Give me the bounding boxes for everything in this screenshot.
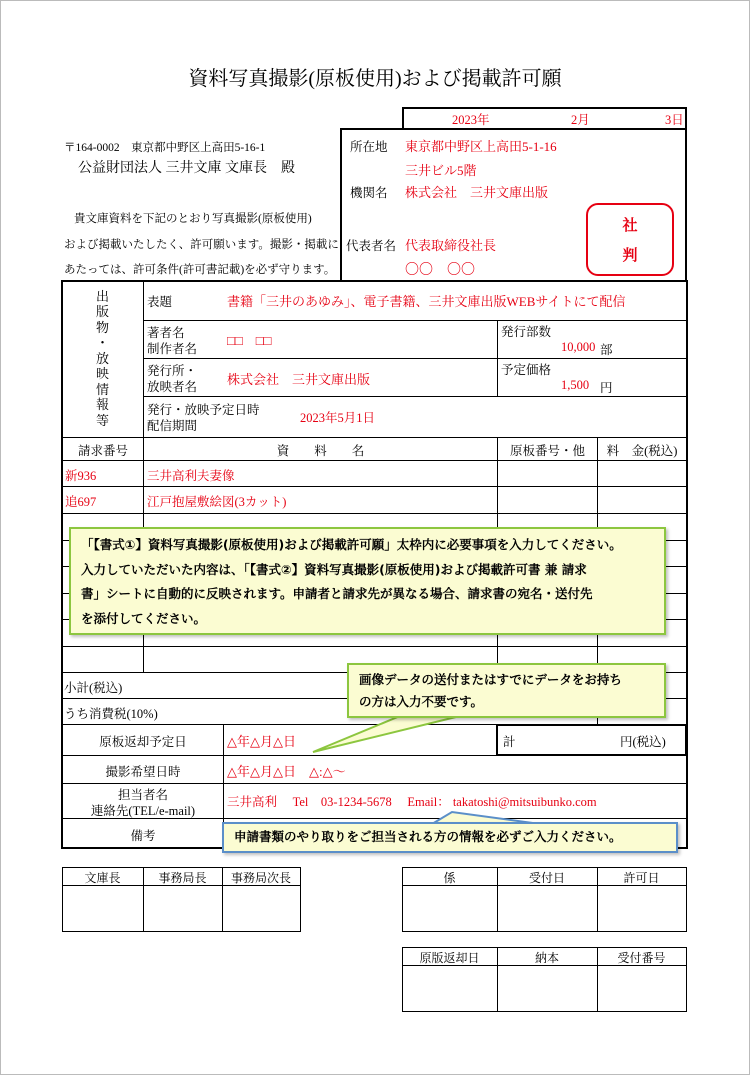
- header-request-no: 請求番号: [77, 444, 128, 458]
- author-label-2: 制作者名: [147, 342, 198, 356]
- contact-label-2: 連絡先(TEL/e-mail): [90, 804, 196, 818]
- copies-label: 発行部数: [501, 325, 552, 339]
- image-callout-line: 画像データの送付またはすでにデータをお持ち: [359, 672, 622, 687]
- pub-char: 出: [95, 288, 109, 304]
- office-header-label: 係: [443, 871, 456, 885]
- instruction-line: を添付してください。: [81, 610, 207, 626]
- pub-char: 物: [95, 319, 109, 335]
- header-material: 資 料 名: [276, 444, 365, 458]
- copies-unit: 部: [600, 343, 613, 357]
- item-material-name[interactable]: 江戸抱屋敷絵図(3カット): [147, 495, 287, 509]
- office-header-label: 納本: [534, 951, 559, 965]
- author-value[interactable]: □□ □□: [227, 333, 272, 348]
- office-header-label: 文庫長: [84, 871, 121, 885]
- form-title: 資料写真撮影(原板使用)および掲載許可願: [188, 68, 562, 90]
- item-material-name[interactable]: 三井高利夫妻像: [147, 469, 235, 483]
- price-unit: 円: [600, 381, 613, 395]
- address-line1[interactable]: 東京都中野区上高田5-1-16: [405, 139, 557, 154]
- return-date[interactable]: △年△月△日: [227, 734, 296, 749]
- recipient-address: 〒164-0002 東京都中野区上高田5-16-1: [64, 142, 266, 154]
- address-label: 所在地: [350, 140, 388, 154]
- rep-name[interactable]: 〇〇 〇〇: [405, 263, 475, 278]
- title-label: 表題: [147, 295, 173, 309]
- address-line2[interactable]: 三井ビル5階: [405, 163, 477, 178]
- header-fee: 料 金(税込): [606, 444, 678, 458]
- total-unit: 円(税込): [620, 735, 666, 749]
- image-callout-tail: [313, 716, 460, 752]
- pub-char: ・: [95, 335, 109, 351]
- return-label: 原板返却予定日: [99, 735, 187, 749]
- price-value[interactable]: 1,500: [561, 378, 590, 392]
- price-label: 予定価格: [501, 363, 552, 377]
- item-request-no[interactable]: 新936: [65, 469, 97, 483]
- pub-char: 版: [95, 304, 109, 320]
- instruction-line: 書」シートに自動的に反映されます。申請者と請求先が異なる場合、請求書の宛名・送付先: [81, 586, 593, 601]
- office-header-label: 事務局長: [158, 871, 207, 885]
- title-value[interactable]: 書籍「三井のあゆみ」、電子書籍、三井文庫出版WEBサイトにて配信: [227, 294, 626, 309]
- org-label: 機関名: [350, 186, 388, 200]
- publisher-label-2: 放映者名: [147, 380, 198, 394]
- office-header-label: 受付日: [528, 871, 565, 885]
- pubdate-label-2: 配信期間: [147, 419, 198, 433]
- office-header-label: 受付番号: [617, 951, 666, 965]
- recipient-name: 公益財団法人 三井文庫 文庫長 殿: [78, 161, 295, 176]
- pubdate-value[interactable]: 2023年5月1日: [300, 411, 376, 425]
- pub-char: 等: [95, 412, 109, 428]
- remarks-label: 備考: [130, 829, 156, 843]
- office-header-label: 許可日: [623, 871, 660, 885]
- total-label: 計: [503, 735, 516, 749]
- instruction-line: 入力していただいた内容は、「【書式②】資料写真撮影(原板使用)および掲載許可書 兼 請求: [81, 561, 587, 577]
- rep-title[interactable]: 代表取締役社長: [405, 238, 497, 253]
- item-request-no[interactable]: 追697: [65, 495, 97, 509]
- image-callout: [347, 663, 666, 718]
- request-text-1: 貴文庫資料を下記のとおり写真撮影(原板使用): [74, 213, 312, 225]
- publisher-value[interactable]: 株式会社 三井文庫出版: [227, 372, 371, 387]
- subtotal-label: 小計(税込): [64, 681, 123, 695]
- date-day-value: 3日: [665, 113, 684, 127]
- date-year: 2023年: [452, 113, 490, 127]
- request-text-3: あたっては、許可条件(許可書記載)を必ず守ります。: [64, 264, 336, 276]
- contact-label-1: 担当者名: [117, 788, 168, 802]
- office-header-label: 事務局次長: [230, 871, 291, 885]
- contact-value[interactable]: 三井高利 Tel 03-1234-5678 Email： takatoshi@mitsuibunko.com: [227, 795, 597, 809]
- contact-callout: [222, 822, 678, 853]
- rep-label: 代表者名: [346, 239, 397, 253]
- shoot-label: 撮影希望日時: [105, 765, 181, 779]
- pub-char: 映: [95, 366, 109, 382]
- author-label-1: 著者名: [147, 326, 185, 340]
- image-callout-line: の方は入力不要です。: [359, 694, 484, 709]
- office-header-label: 原版返却日: [419, 951, 480, 965]
- instruction-line: 「【書式①】資料写真撮影(原板使用)および掲載許可願」太枠内に必要事項を入力してください。: [81, 537, 622, 552]
- pub-char: 報: [95, 397, 109, 413]
- pub-char: 情: [95, 381, 109, 397]
- publisher-label-1: 発行所・: [147, 364, 198, 378]
- header-plate-no: 原板番号・他: [509, 444, 585, 458]
- stamp-char-2: 判: [622, 248, 638, 264]
- stamp-char-1: 社: [622, 218, 638, 234]
- request-text-2: および掲載いたしたく、許可願います。撮影・掲載に: [64, 239, 339, 251]
- org-value[interactable]: 株式会社 三井文庫出版: [405, 185, 549, 200]
- pubdate-label-1: 発行・放映予定日時: [147, 403, 260, 417]
- pub-char: 放: [95, 350, 109, 366]
- tax-label: うち消費税(10%): [64, 707, 158, 721]
- contact-callout-text: 申請書類のやり取りをご担当される方の情報を必ずご入力ください。: [234, 829, 622, 844]
- shoot-date[interactable]: △年△月△日 △:△～: [227, 764, 346, 779]
- date-month: 2月: [571, 113, 590, 127]
- copies-value[interactable]: 10,000: [561, 340, 596, 354]
